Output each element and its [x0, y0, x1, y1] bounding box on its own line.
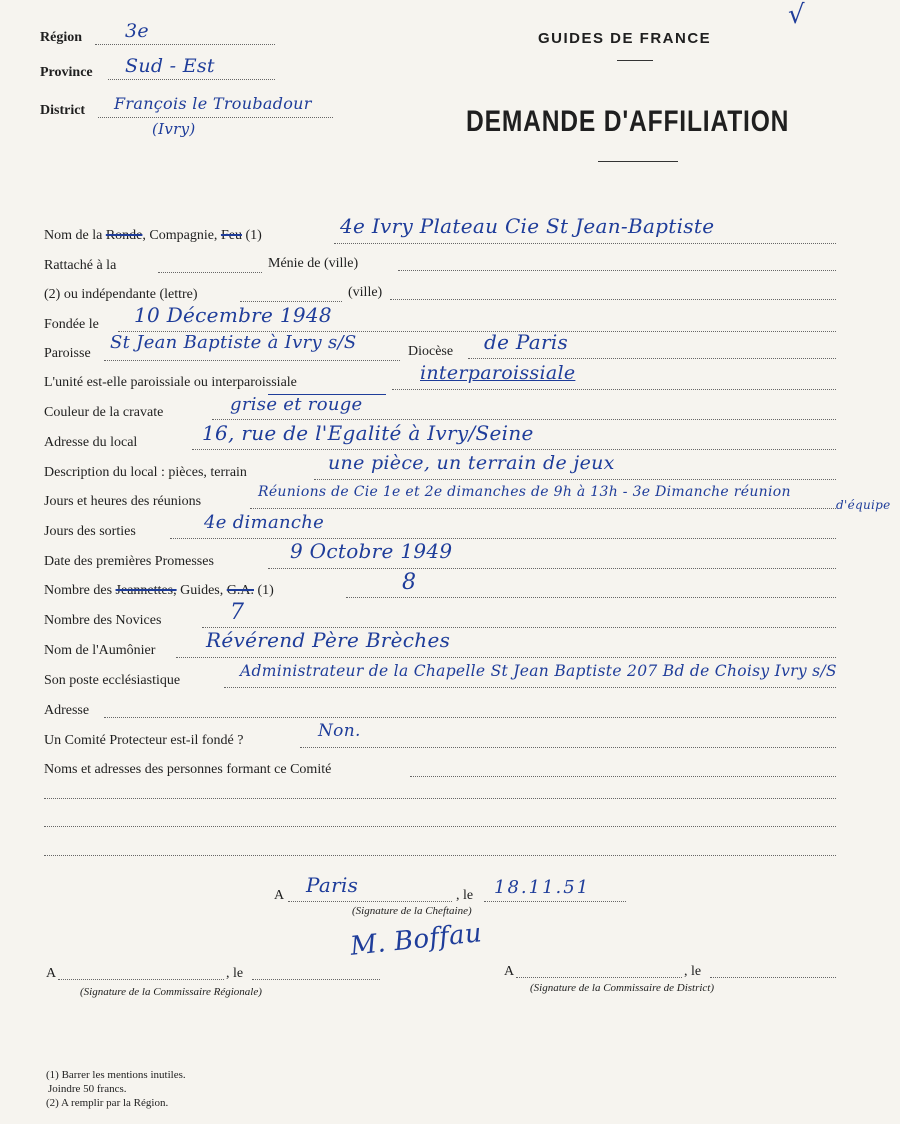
noms-line-2: [44, 798, 836, 799]
promesses-line: [268, 568, 836, 569]
region-value[interactable]: 3e: [125, 20, 149, 42]
ville-label: (ville): [348, 285, 383, 300]
regionale-le-label: , le: [226, 966, 244, 981]
noms-label: Noms et adresses des personnes formant ce Comité: [44, 762, 332, 777]
poste-line: [224, 687, 836, 688]
reunions-line: [250, 508, 836, 509]
district-a-label: A: [504, 964, 515, 979]
district-place-line: [516, 977, 682, 978]
province-label: Province: [40, 65, 93, 80]
district-value[interactable]: François le Troubadour: [114, 94, 312, 113]
cravate-label: Couleur de la cravate: [44, 405, 164, 420]
aumonier-value[interactable]: Révérend Père Brèches: [206, 628, 451, 652]
aumonier-line: [176, 657, 836, 658]
nom-struck-feu: Feu: [220, 228, 242, 243]
nombre-prefix: Nombre des: [44, 583, 113, 598]
nom-value[interactable]: 4e Ivry Plateau Cie St Jean-Baptiste: [340, 214, 715, 238]
reunions-label: Jours et heures des réunions: [44, 494, 202, 509]
independante-line: [240, 301, 342, 302]
adresse-local-label: Adresse du local: [44, 435, 138, 450]
nom-line: [334, 243, 836, 244]
cravate-line: [212, 419, 836, 420]
footnote-1: (1) Barrer les mentions inutiles.: [46, 1069, 186, 1081]
poste-label: Son poste ecclésiastique: [44, 673, 181, 688]
adresse-local-value[interactable]: 16, rue de l'Egalité à Ivry/Seine: [202, 421, 534, 445]
adresse-line: [104, 717, 836, 718]
district-le-label: , le: [684, 964, 702, 979]
nom-mid: , Compagnie,: [142, 228, 218, 243]
checkmark-icon: √: [788, 0, 805, 30]
diocese-value[interactable]: de Paris: [484, 330, 569, 354]
unite-label: [44, 375, 297, 391]
comite-label: Un Comité Protecteur est-il fondé ?: [44, 733, 244, 748]
adresse-local-line: [192, 449, 836, 450]
regionale-a-label: A: [46, 966, 57, 981]
sorties-value[interactable]: 4e dimanche: [204, 512, 325, 533]
rattache-line: [158, 272, 262, 273]
regionale-caption: (Signature de la Commissaire Régionale): [80, 986, 262, 998]
description-label: Description du local : pièces, terrain: [44, 465, 247, 480]
novices-label: Nombre des Novices: [44, 613, 162, 628]
cheftaine-caption: (Signature de la Cheftaine): [352, 905, 472, 917]
unite-value[interactable]: interparoissiale: [420, 362, 576, 384]
ville-line: [390, 299, 836, 300]
cheftaine-date-value[interactable]: 18.11.51: [494, 877, 591, 898]
fondee-label: Fondée le: [44, 317, 99, 332]
footnote-2: Joindre 50 francs.: [48, 1083, 127, 1095]
cheftaine-place-value[interactable]: Paris: [306, 873, 359, 897]
nom-prefix: Nom de la: [44, 228, 103, 243]
nom-label: [44, 228, 262, 244]
org-divider: [617, 60, 653, 61]
unite-label-a: L'unité est-elle paroissiale ou: [44, 375, 208, 390]
nombre-struck-jeannettes: Jeannettes,: [115, 583, 177, 598]
paroisse-label: Paroisse: [44, 346, 91, 361]
description-line: [314, 479, 836, 480]
paroisse-value[interactable]: St Jean Baptiste à Ivry s/S: [110, 332, 357, 353]
nombre-struck-ga: G.A.: [226, 583, 254, 598]
nom-struck-ronde: Ronde: [105, 228, 143, 243]
nombre-value[interactable]: 8: [402, 570, 417, 595]
cheftaine-a-label: A: [274, 888, 285, 903]
org-name: GUIDES DE FRANCE: [538, 30, 712, 47]
cravate-value[interactable]: grise et rouge: [230, 394, 363, 415]
sorties-line: [170, 538, 836, 539]
noms-line-3: [44, 826, 836, 827]
comite-value[interactable]: Non.: [318, 721, 361, 741]
district-caption: (Signature de la Commissaire de District): [530, 982, 715, 994]
document-title: DEMANDE D'AFFILIATION: [466, 105, 790, 138]
region-label: Région: [40, 30, 82, 45]
sorties-label: Jours des sorties: [44, 524, 136, 539]
district-label: District: [40, 103, 86, 118]
regionale-place-line: [58, 979, 224, 980]
noms-line-1: [410, 776, 836, 777]
district-date-line: [710, 977, 836, 978]
menie-label: Ménie de (ville): [268, 256, 359, 271]
region-line: [95, 44, 275, 45]
diocese-label: Diocèse: [408, 344, 454, 359]
reunions-value-2[interactable]: d'équipe: [836, 498, 891, 512]
nombre-line: [346, 597, 836, 598]
paroisse-line: [104, 360, 400, 361]
title-divider: [598, 161, 678, 162]
nom-note: (1): [245, 228, 262, 243]
cheftaine-date-line: [484, 901, 626, 902]
province-value[interactable]: Sud - Est: [125, 55, 215, 77]
noms-line-4: [44, 855, 836, 856]
comite-line: [300, 747, 836, 748]
unite-line: [392, 389, 836, 390]
nombre-note: (1): [257, 583, 274, 598]
fondee-value[interactable]: 10 Décembre 1948: [134, 303, 332, 327]
footnote-3: (2) A remplir par la Région.: [46, 1097, 169, 1109]
promesses-value[interactable]: 9 Octobre 1949: [290, 539, 453, 563]
novices-value[interactable]: 7: [230, 600, 245, 625]
adresse-label: Adresse: [44, 703, 90, 718]
description-value[interactable]: une pièce, un terrain de jeux: [328, 452, 615, 474]
district-value-2[interactable]: (Ivry): [152, 120, 196, 138]
independante-label: (2) ou indépendante (lettre): [44, 287, 198, 302]
nombre-label: [44, 583, 274, 599]
rattache-label: Rattaché à la: [44, 258, 117, 273]
regionale-date-line: [252, 979, 380, 980]
unite-label-b: interparoissiale: [211, 375, 297, 390]
nombre-mid: Guides,: [180, 583, 224, 598]
cheftaine-le-label: , le: [456, 888, 474, 903]
cheftaine-place-line: [288, 901, 452, 902]
province-line: [108, 79, 275, 80]
diocese-line: [468, 358, 836, 359]
cheftaine-signature[interactable]: M. Boffau: [348, 918, 484, 962]
promesses-label: Date des premières Promesses: [44, 554, 214, 569]
reunions-value[interactable]: Réunions de Cie 1e et 2e dimanches de 9h à 13h - 3e Dimanche réunion: [258, 484, 791, 500]
poste-value[interactable]: Administrateur de la Chapelle St Jean Baptiste 207 Bd de Choisy Ivry s/S: [240, 662, 837, 680]
aumonier-label: Nom de l'Aumônier: [44, 643, 156, 658]
menie-line: [398, 270, 836, 271]
district-line: [98, 117, 333, 118]
